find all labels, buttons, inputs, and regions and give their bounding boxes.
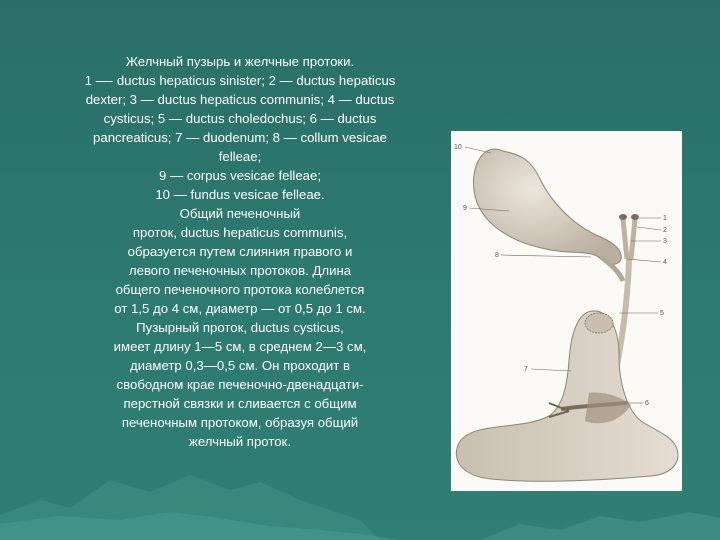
duct-opening-left <box>619 214 627 220</box>
text-line: от 1,5 до 4 см, диаметр — от 0,5 до 1 см. <box>114 301 366 316</box>
text-line: Желчный пузырь и желчные протоки. <box>125 54 355 69</box>
text-line: перстной связки и сливается с общим <box>123 396 357 411</box>
text-line: диаметр 0,3—0,5 см. Он проходит в <box>129 358 351 373</box>
text-line: cysticus; 5 — ductus choledochus; 6 — ductus <box>103 111 377 126</box>
text-line: общего печеночного протока колеблется <box>115 282 365 297</box>
callout-label: 7 <box>524 366 528 373</box>
callout-label: 5 <box>660 310 664 317</box>
gallbladder-body <box>473 149 621 264</box>
text-line: 10 — fundus vesicae felleae. <box>155 187 325 202</box>
callout-label: 10 <box>454 144 462 151</box>
text-line: печеночным протоком, образуя общий <box>121 415 359 430</box>
callout-label: 9 <box>463 205 467 212</box>
text-line: свободном крае печеночно-двенадцати- <box>116 377 364 392</box>
description-text <box>30 52 450 451</box>
hepatic-duct-left <box>623 219 627 259</box>
text-line: Пузырный проток, ductus cysticus, <box>136 320 344 335</box>
gallbladder-illustration <box>451 131 682 491</box>
text-line: имеет длину 1—5 см, в среднем 2—3 см, <box>113 339 367 354</box>
duodenum <box>456 311 678 481</box>
text-line: 1 —- ductus hepaticus sinister; 2 — ductus hepaticus <box>84 73 396 88</box>
callout-label: 1 <box>663 215 667 222</box>
callout-label: 8 <box>495 252 499 259</box>
text-line: образуется путем слияния правого и <box>127 244 353 259</box>
callout-label: 6 <box>645 400 649 407</box>
text-line: 9 — corpus vesicae felleae; <box>159 168 321 183</box>
text-line: dexter; 3 — ductus hepaticus communis; 4 — ductus <box>85 92 395 107</box>
text-line: проток, ductus hepaticus communis, <box>132 225 348 240</box>
text-line: felleae; <box>218 149 262 164</box>
callout-label: 4 <box>663 259 667 266</box>
text-line: желчный проток. <box>189 434 291 449</box>
anatomy-drawing <box>451 131 682 491</box>
callout-label: 2 <box>663 227 667 234</box>
callout-label: 3 <box>663 238 667 245</box>
hepatic-duct-right <box>631 219 635 259</box>
duct-opening-right <box>631 214 639 220</box>
text-line: pancreaticus; 7 — duodenum; 8 — collum vesicae <box>93 130 387 145</box>
duodenum-opening <box>585 313 613 333</box>
text-line: левого печеночных протоков. Длина <box>128 263 352 278</box>
text-line: Общий печеночный <box>179 206 301 221</box>
